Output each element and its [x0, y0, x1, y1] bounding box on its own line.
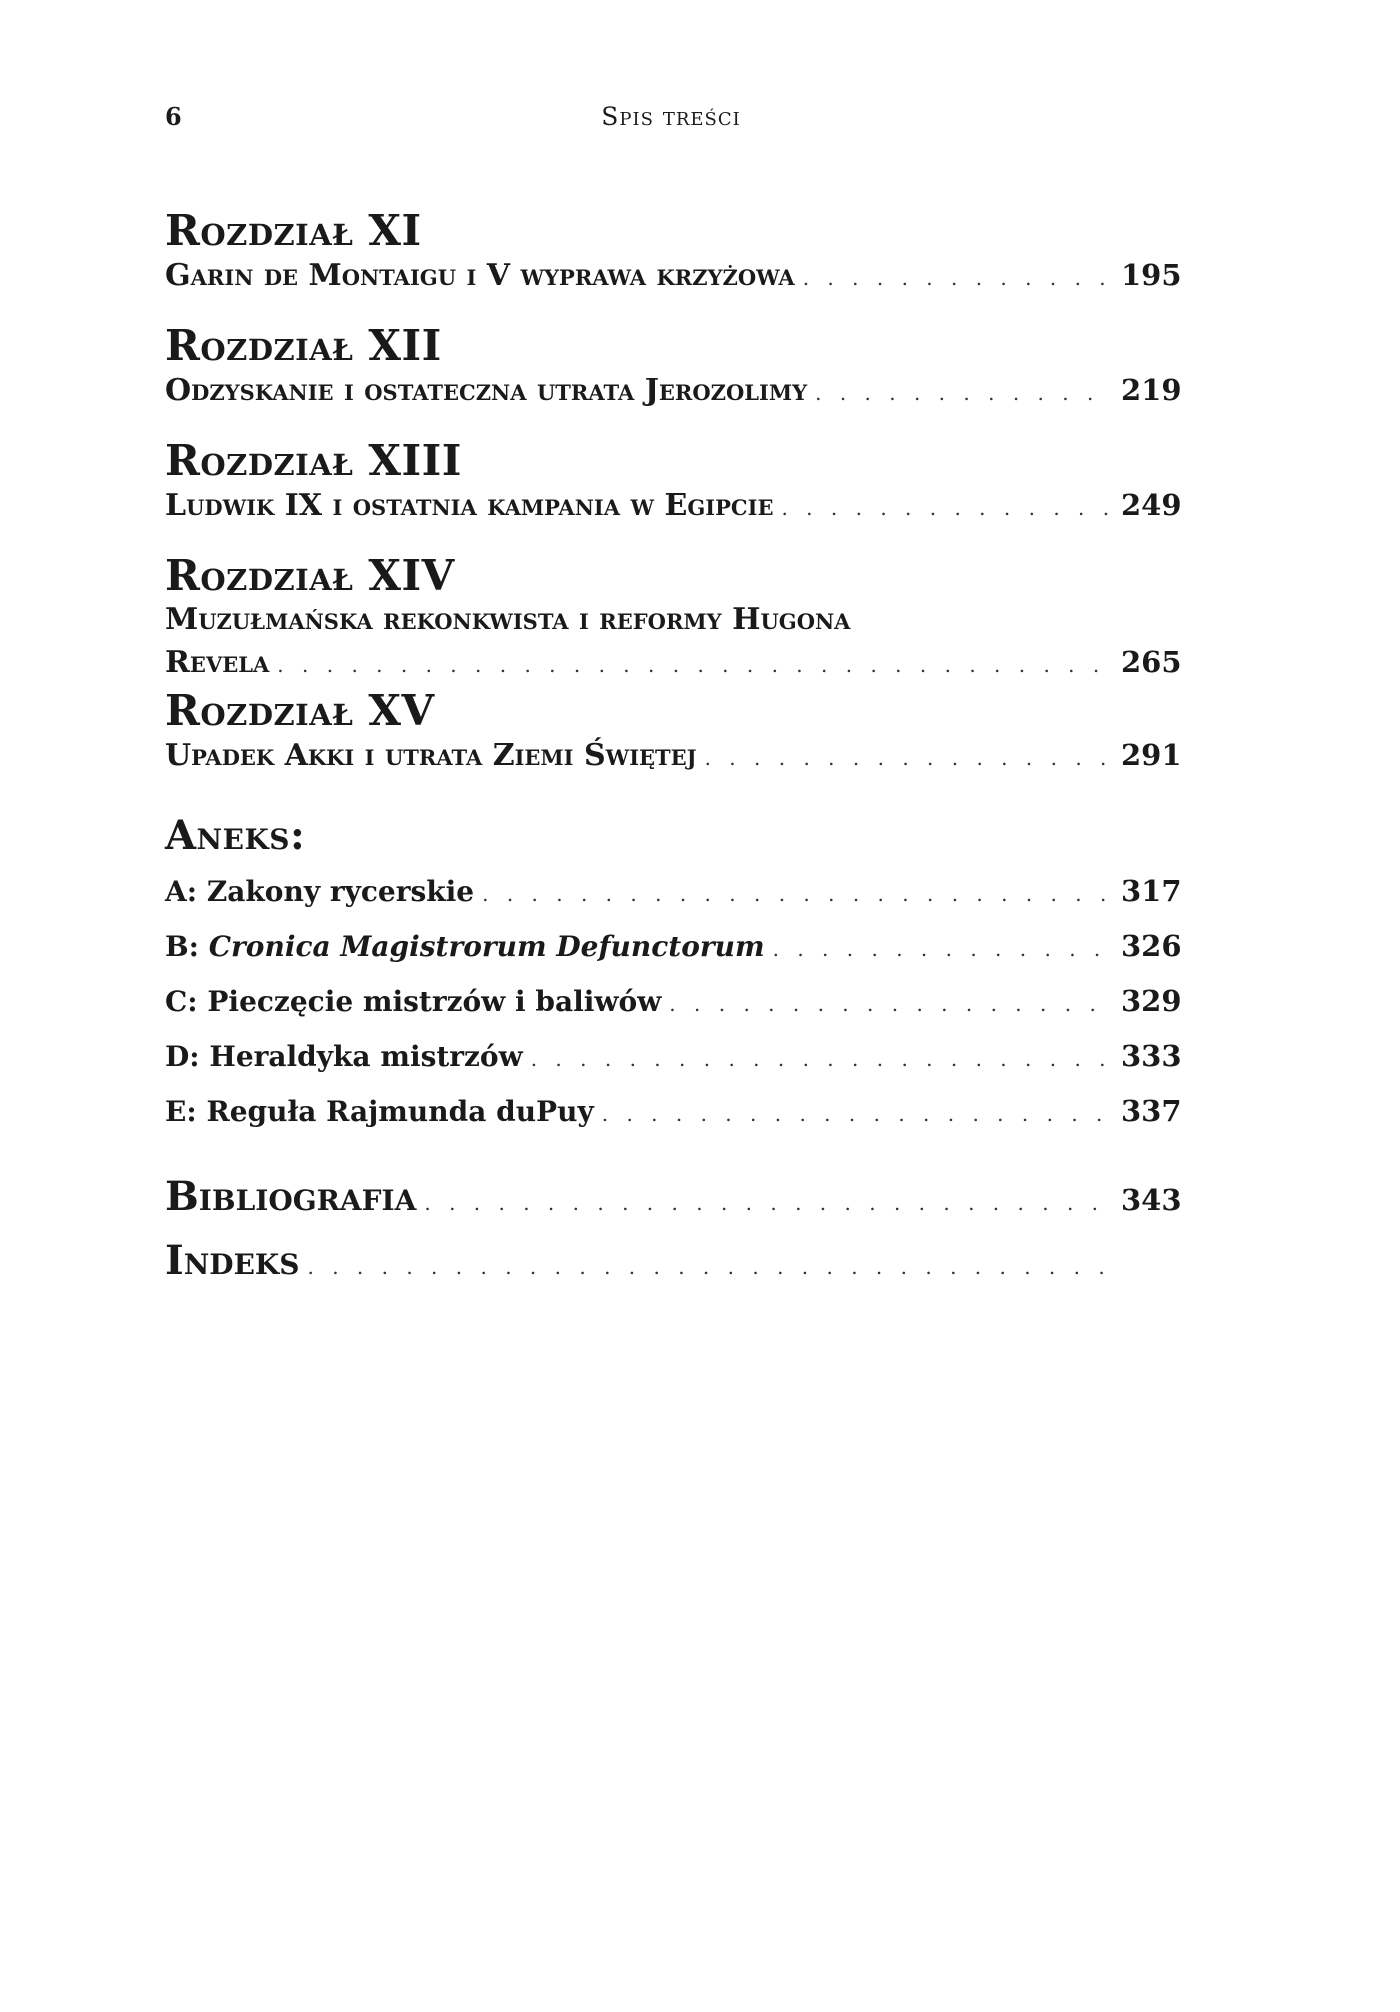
page-ref: 343 — [1121, 1183, 1182, 1217]
index-label: Indeks — [165, 1237, 300, 1284]
page-ref: 337 — [1121, 1094, 1182, 1128]
chapter-title: Garin de Montaigu i V wyprawa krzyżowa — [165, 258, 795, 293]
annex-item-a — [165, 865, 1182, 920]
annex-prefix: B: — [165, 930, 200, 963]
leader-dots — [773, 923, 1113, 975]
chapter-title: Ludwik IX i ostatnia kampania w Egipcie — [165, 488, 774, 523]
leader-dots — [669, 978, 1113, 1030]
annex-title: Zakony rycerskie — [206, 875, 475, 908]
annex-item-e — [165, 1085, 1182, 1140]
chapter-label: Rozdział XII — [165, 321, 442, 370]
page-ref: 317 — [1121, 874, 1182, 908]
leader-dots — [531, 1033, 1113, 1085]
leader-dots — [482, 868, 1113, 920]
chapter-title-line — [165, 734, 1182, 779]
running-title: Spis treści — [601, 102, 741, 131]
chapter-title-line — [165, 254, 1182, 299]
annex-item-b — [165, 920, 1182, 975]
leader-dots — [705, 737, 1113, 779]
leader-dots — [307, 1238, 1113, 1296]
chapter-title: Odzyskanie i ostateczna utrata Jerozolimy — [165, 373, 808, 408]
chapter-title-line — [165, 369, 1182, 414]
chapter-label: Rozdział XIII — [165, 436, 462, 485]
toc-entry-chapter-13 — [165, 436, 1182, 529]
chapter-title-line-1: Muzułmańska rekonkwista i reformy Hugona — [165, 602, 851, 637]
page-ref: 219 — [1121, 373, 1182, 407]
chapter-label: Rozdział XI — [165, 206, 422, 255]
leader-dots — [277, 644, 1113, 686]
toc-entry-bibliography — [165, 1168, 1182, 1232]
chapter-title-line-2 — [165, 641, 1182, 686]
toc-entry-index — [165, 1232, 1177, 1296]
page-ref: 329 — [1121, 984, 1182, 1018]
annex-title: Pieczęcie mistrzów i baliwów — [207, 985, 662, 1018]
annex-title: Heraldyka mistrzów — [209, 1040, 523, 1073]
leader-dots — [424, 1174, 1113, 1232]
annex-prefix: D: — [165, 1040, 200, 1073]
annex-title: Cronica Magistrorum Defunctorum — [208, 930, 765, 963]
annex-item-c — [165, 975, 1182, 1030]
toc-entry-chapter-11 — [165, 206, 1182, 299]
leader-dots — [602, 1088, 1113, 1140]
table-of-contents — [165, 206, 1182, 1296]
leader-dots — [781, 487, 1113, 529]
leader-dots — [803, 257, 1113, 299]
leader-dots — [815, 372, 1113, 414]
page-ref: 265 — [1121, 645, 1182, 679]
page-ref: 326 — [1121, 929, 1182, 963]
annex-heading: Aneks: — [165, 812, 306, 859]
page-ref: 249 — [1121, 488, 1182, 522]
annex-item-d — [165, 1030, 1182, 1085]
annex-prefix: E: — [165, 1095, 197, 1128]
chapter-title: Upadek Akki i utrata Ziemi Świętej — [165, 738, 697, 773]
page-ref: 333 — [1121, 1039, 1182, 1073]
chapter-title-line — [165, 484, 1182, 529]
annex-prefix: C: — [165, 985, 198, 1018]
page-ref: 195 — [1121, 258, 1182, 292]
annex-title: Reguła Rajmunda duPuy — [206, 1095, 594, 1128]
chapter-label: Rozdział XV — [165, 686, 435, 735]
annex-section — [165, 812, 1182, 1140]
page-ref: 291 — [1121, 738, 1182, 772]
chapter-title: Revela — [165, 645, 270, 680]
page-number: 6 — [165, 102, 182, 131]
toc-entry-chapter-12 — [165, 321, 1182, 414]
chapter-label: Rozdział XIV — [165, 551, 455, 600]
annex-prefix: A: — [165, 875, 198, 908]
toc-entry-chapter-14 — [165, 551, 1182, 686]
toc-entry-chapter-15 — [165, 686, 1182, 779]
bibliography-label: Bibliografia — [165, 1173, 417, 1220]
